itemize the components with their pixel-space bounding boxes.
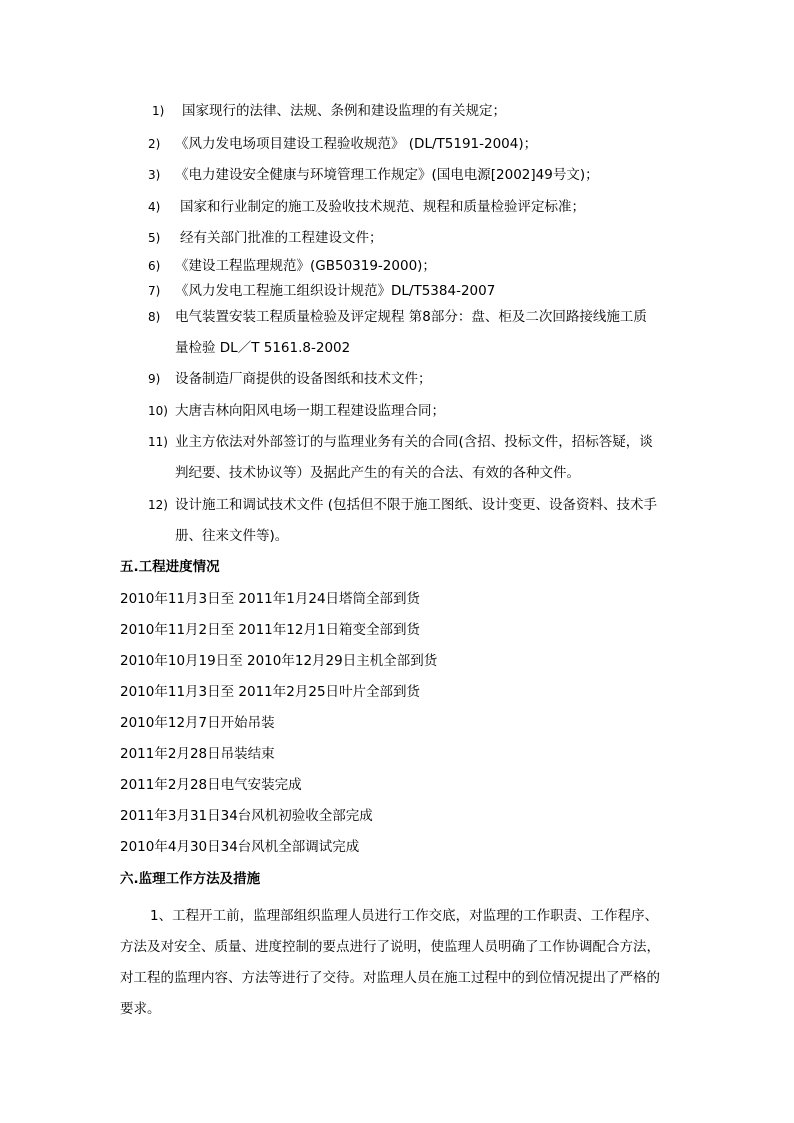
list-item-number: 7) [148, 284, 161, 298]
list-item-text: 《电力建设安全健康与环境管理工作规定》(国电电源[2002]49号文)； [175, 167, 599, 183]
list-item-number: 10) [148, 404, 168, 418]
list-item-number: 9) [148, 372, 161, 386]
progress-line: 2010年11月2日至 2011年12月1日箱变全部到货 [120, 622, 421, 638]
list-item-text: 设备制造厂商提供的设备图纸和技术文件； [175, 371, 432, 387]
list-item-text: 国家和行业制定的施工及验收技术规范、规程和质量检验评定标准； [180, 199, 585, 215]
list-item-number: 6) [148, 259, 161, 273]
list-item-text: 量检验 DL／T 5161.8-2002 [175, 340, 351, 356]
progress-line: 2010年12月7日开始吊装 [120, 715, 275, 731]
list-item-number: 8) [148, 310, 161, 324]
progress-line: 2010年4月30日34台风机全部调试完成 [120, 839, 360, 855]
list-item-number: 3) [148, 168, 161, 182]
list-item-text: 国家现行的法律、法规、条例和建设监理的有关规定； [182, 103, 506, 119]
list-item-text: 册、往来文件等)。 [175, 528, 289, 544]
list-item-text: 经有关部门批准的工程建设文件； [180, 230, 383, 246]
paragraph-line: 方法及对安全、质量、进度控制的要点进行了说明，使监理人员明确了工作协调配合方法， [120, 939, 660, 955]
paragraph-line: 对工程的监理内容、方法等进行了交待。对监理人员在施工过程中的到位情况提出了严格的 [120, 970, 660, 986]
progress-line: 2011年3月31日34台风机初验收全部完成 [120, 808, 373, 824]
progress-line: 2011年2月28日吊装结束 [120, 746, 275, 762]
progress-line: 2011年2月28日电气安装完成 [120, 777, 302, 793]
list-item-number: 5) [148, 231, 161, 245]
progress-line: 2010年11月3日至 2011年1月24日塔筒全部到货 [120, 591, 421, 607]
list-item-number: 12) [148, 498, 168, 512]
list-item-text: 电气装置安装工程质量检验及评定规程 第8部分：盘、柜及二次回路接线施工质 [175, 309, 647, 325]
paragraph-line: 1、工程开工前，监理部组织监理人员进行工作交底，对监理的工作职责、工作程序、 [150, 908, 659, 924]
list-item-text: 《建设工程监理规范》(GB50319-2000)； [175, 258, 436, 274]
list-item-number: 11) [148, 435, 168, 449]
list-item-text: 判纪要、技术协议等）及据此产生的有关的合法、有效的各种文件。 [175, 465, 580, 481]
list-item-text: 设计施工和调试技术文件 (包括但不限于施工图纸、设计变更、设备资料、技术手 [175, 497, 658, 513]
progress-line: 2010年11月3日至 2011年2月25日叶片全部到货 [120, 684, 421, 700]
section-heading: 五.工程进度情况 [120, 559, 220, 575]
list-item-text: 大唐吉林向阳风电场一期工程建设监理合同； [175, 403, 445, 419]
list-item-number: 4) [148, 200, 161, 214]
list-item-number: 2) [148, 137, 161, 151]
list-item-text: 《风力发电工程施工组织设计规范》DL/T5384-2007 [175, 283, 496, 299]
list-item-number: 1) [152, 104, 165, 118]
list-item-text: 业主方依法对外部签订的与监理业务有关的合同(含招、投标文件，招标答疑，谈 [175, 434, 653, 450]
progress-line: 2010年10月19日至 2010年12月29日主机全部到货 [120, 653, 438, 669]
section-heading: 六.监理工作方法及措施 [120, 871, 261, 887]
list-item-text: 《风力发电场项目建设工程验收规范》 (DL/T5191-2004)； [175, 136, 538, 152]
paragraph-line: 要求。 [120, 1001, 161, 1017]
